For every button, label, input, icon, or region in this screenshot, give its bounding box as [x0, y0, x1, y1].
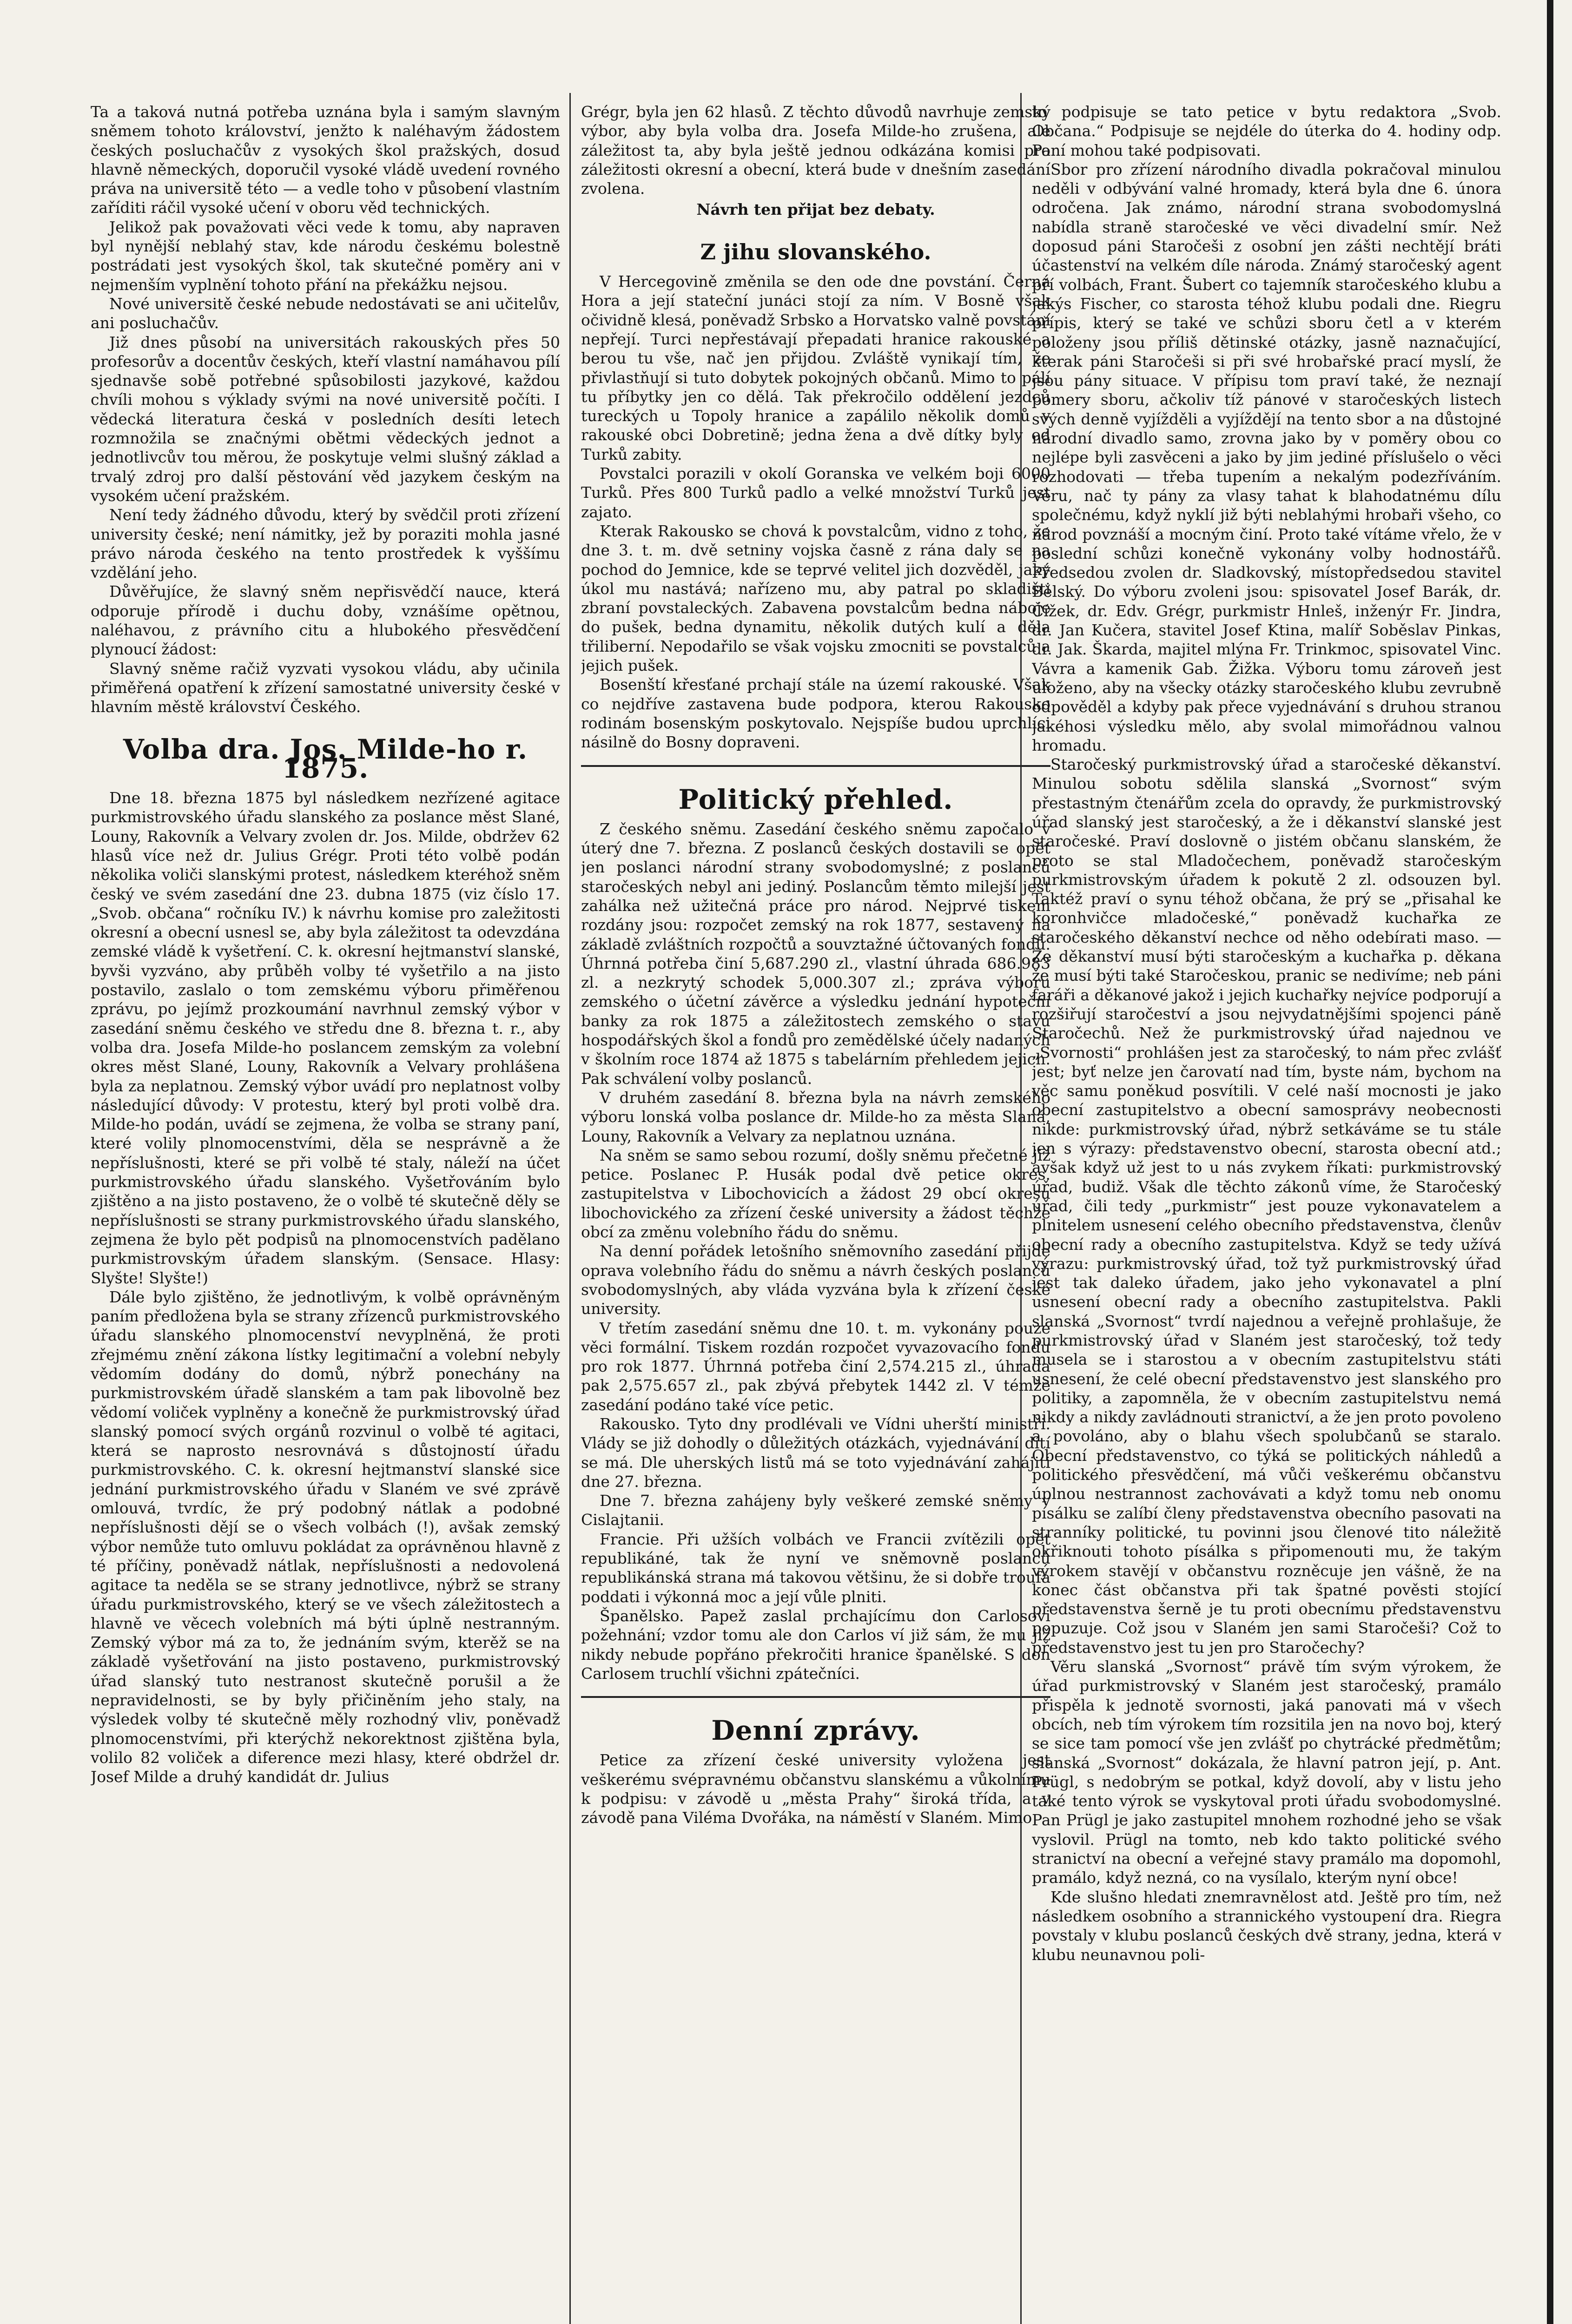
article-paragraph: Francie. Při užších volbách ve Francii zvítězili opět republikáné, tak že nyní ve sněmovně poslanců republikánská strana má takovou většinu, že si dobře troufá poddati i výkonná moc a její vůle plniti. [581, 1530, 1050, 1606]
article-paragraph: to podpisuje se tato petice v bytu redaktora „Svob. Občana.“ Podpisuje se nejdéle do úterka do 4. hodiny odp. Paní mohou také podpisovati. [1032, 103, 1501, 159]
section-heading: Denní zprávy. [711, 1715, 920, 1747]
article-paragraph: Nové universitě české nebude nedostávati se ani učitelův, ani posluchačův. [91, 294, 560, 332]
section-heading: Politický přehled. [678, 783, 953, 815]
section-rule [581, 1696, 1050, 1698]
article-paragraph: Slavný sněme račiž vyzvati vysokou vládu, aby učinila přiměřená opatření k zřízení samostatné university české v hlavním městě království Českého. [91, 659, 560, 716]
article-paragraph: Staročeský purkmistrovský úřad a staročeské děkanství. Minulou sobotu sdělila slanská „Svornost“ svým přestastným čtenářům zcela do opravdy, že purkmistrovský úřad slanský jest staročeský, a že i děkanství slanské jest staročeské. Praví doslovně o jistém občanu slanském, že proto se stal Mladočechem, poněvadž staročeským purkmistrovským úřadem k pokutě 2 zl. odsouzen byl. Taktéž praví o synu téhož občana, že prý se „přisahal ke koronhvičce mladočeské,“ poněvadž kuchařka ze staročeského děkanství nechce od něho odebírati maso. — Že děkanství musí býti staročeským a kuchařka p. děkana že musí býti také Staročeskou, pranic se nedivíme; neb páni faráři a děkanové jakož i jejich kuchařky nejvíce podporují a rozšiřují staročeství a jsou nejvydatnějšími spojenci páně Staročechů. Než že purkmistrovský úřad najednou ve „Svornosti“ prohlášen jest za staročeský, to nám přec zvlášť jest; byť nelze jen čarovatí nad tím, byste nám, bychom na věc samu poněkud posvítili. V celé naší mocnosti je jako obecní zastupitelstvo a obecní samosprávy neobecnosti nikde: purkmistrovský úřad, nýbrž setkáváme se tu stále jen s výrazy: představenstvo obecní, starosta obecní atd.; avšak když už jest to u nás zvykem říkati: purkmistrovský úřad, budiž. Však dle těchto zákonů víme, že Staročeský úřad, čili tedy „purkmistr“ jest pouze vykonavatelem a plnitelem usnesení celého obecního představenstva, členův obecní rady a obecního zastupitelstva. Když se tedy užívá výrazu: purkmistrovský úřad, tož tyž purkmistrovský úřad jest tak daleko úřadem, jako jeho vykonavatel a plní usnesení obecní rady a obecního zastupitelstva. Pakli slanská „Svornost“ tvrdí najednou a veřejně prohlašuje, že purkmistrovský úřad v Slaném jest staročeský, tož tedy musela se i starostou a v obecním zastupitelstvu státi usnesení, že celé obecní představenstvo jest slanského pro politiky, a zapomněla, že v obecním zastupitelstvu nemá nikdy a nikdy zavládnouti stranictví, a že jen proto povoleno a povoláno, aby o blahu všech spolubčanů se staralo. Obecní představenstvo, co týká se politických náhledů a politického přesvědčení, má vůči veškerému občanstvu úplnou nestrannost zachovávati a když tomu neb onomu písálku se zalíbí členy představenstva obecního pasovati na stranníky politické, tu povinni jsou členové tito náležitě okřiknouti tohoto písálka s připomenouti mu, že takým výrokem stavějí v občanstvu rozněcuje jen vášně, že na konec část občanstva při tak špatné pověsti stojící představenstva šerně je tu proti obecnímu představenstvu popuzuje. Což jsou v Slaném jen sami Staročeši? Což to představenstvo jest tu jen pro Staročechy? [1032, 755, 1501, 1657]
article-paragraph: Petice za zřízení české university vyložena jest veškerému svépravnému občanstvu slanskému a vůkolnímu k podpisu: v závodě u „města Prahy“ široká třída, a v závodě pana Viléma Dvořáka, na náměstí v Slaném. Mimo [581, 1751, 1050, 1827]
article-paragraph: Rakousko. Tyto dny prodlévali ve Vídni uherští ministři. Vlády se již dohodly o důležitých otázkách, vyjednávání dítí se má. Dle uherských listů má se toto vyjednávání zahájiti dne 27. března. [581, 1415, 1050, 1491]
article-paragraph: Věru slanská „Svornost“ právě tím svým výrokem, že úřad purkmistrovský v Slaném jest staročeský, pramálo přispěla k jednotě svornosti, jaká panovati má v všech obcích, neb tím výrokem tím rozsitila jen na novo boj, který se sice tam pomocí vše jen zvlášť po chytrácké předmětům; slanská „Svornost“ dokázala, že hlavní patron její, p. Ant. Prügl, s nedobrým se potkal, když dovolí, aby v listu jeho také tento výrok se vyskytoval proti úřadu svobodomyslné. Pan Prügl je jako zastupitel mnohem rozhodné jeho se však vyslovil. Prügl na tomto, neb kdo takto politické svého stranictví na obecní a veřejné stavy pramálo ma dopomohl, pramálo, když nezná, co na vysílalo, kterým nyní obce! [1032, 1657, 1501, 1887]
section-heading: Z jihu slovanského. [700, 239, 931, 264]
article-paragraph: Dne 7. března zahájeny byly veškeré zemské sněmy v Cislajtanii. [581, 1492, 1050, 1529]
article-paragraph: Není tedy žádného důvodu, který by svědčil proti zřízení university české; není námitky, jež by poraziti mohla jasné právo národa českého na tento prostředek k vyššímu vzdělání jeho. [91, 506, 560, 582]
article-paragraph: Již dnes působí na universitách rakouských přes 50 profesorův a docentův českých, kteří vlastní namáhavou pílí sjednavše sobě potřebné spůsobilosti jazykové, každou chvíli mohou s výklady svými na nové universitě počíti. I vědecká literatura česká v posledních desíti letech rozmnožila se značnými obětmi vědeckých jednot a jednotlivcův tou měrou, že poskytuje velmi slušný základ a trvalý zdroj pro další pěstování věd jazykem českým na vysokém učení pražském. [91, 333, 560, 505]
article-paragraph: Z českého sněmu. Zasedání českého sněmu započalo v úterý dne 7. března. Z poslanců českých dostavili se opět jen poslanci národní strany svobodomyslné; z poslanců staročeských nebyl ani jediný. Poslancům těmto milejší jest zahálka než užitečná práce pro národ. Nejprvé tiskem rozdány jsou: rozpočet zemský na rok 1877, sestavený na základě zvláštních rozpočtů a souvztažné účtovaných fondů. Úhrnná potřeba činí 5,687.290 zl., vlastní úhrada 686.983 zl. a nezkrytý schodek 5,000.307 zl.; zpráva výboru zemského o účetní závěrce a výsledku jednání hypoteční banky za rok 1875 a záležitostech zemského o stavu hospodářských škol a fondů pro zemědělské účely nadaných v školním roce 1874 až 1875 s tabelárním přehledem jejich. Pak schválení volby poslanců. [581, 819, 1050, 1088]
article-paragraph: Ta a taková nutná potřeba uznána byla i samým slavným sněmem tohoto království, jenžto k naléhavým žádostem českých posluchačův z vysokých škol pražských, dosud hlavně německých, doporučil vysoké vládě uvedení rovného práva na universitě této — a vedle toho v působení vlastním zaříditi ráčil vysoké učení v oboru věd technických. [91, 103, 560, 217]
article-paragraph: Na denní pořádek letošního sněmovního zasedání přijde oprava volebního řádu do sněmu a návrh českých poslanců svobodomyslných, aby vláda vyzvána byla k zřízení české university. [581, 1242, 1050, 1318]
resolution-line: Návrh ten přijat bez debaty. [696, 200, 935, 219]
article-paragraph: Bosenští křesťané prchají stále na území rakouské. Však co nejdříve zastavena bude podpora, kterou Rakousko rodinám bosenským poskytovalo. Nejspíše budou uprchlíci násilně do Bosny dopraveni. [581, 675, 1050, 752]
article-paragraph: Sbor pro zřízení národního divadla pokračoval minulou neděli v odbývání valné hromady, která byla dne 6. února odročena. Jak známo, národní strana svobodomyslná nabídla straně staročeské ve věci divadelní smír. Než doposud páni Staročeši z osobní jen zášti nechtějí bráti účastenství na velkém díle národa. Známý staročeský agent pří volbách, Frant. Šubert co tajemník staročeského klubu a jakýs Fischer, co starosta téhož klubu podali dne. Riegru přípis, který se také ve schůzi sboru četl a v kterém položeny jsou příliš dětinské otázky, jasně naznačující, kterak páni Staročeši si při své hrobařské prací myslí, že jsou pány situace. V přípisu tom praví také, že neznají pomery sboru, ačkoliv tíž pánové v staročeských listech svých denně vyjížděli a vyjíždějí na tento sbor a na důstojné národní divadlo samo, zrovna jako by v poměry obou co nejlépe byli zasvěceni a jako by jim jediné příslušelo o věci rozhodovati — třeba tupením a nekalým podezříváním. Věru, nač ty pány za vlasy tahat k blahodatnému dílu společnému, když nyklí již býti neblahými hrobaři všeho, co národ povznáší a mocným činí. Proto také vítáme vřelo, že v poslední schůzi konečně vykonány volby hodnostářů. Předsedou zvolen dr. Sladkovský, místopředsedou stavitel Bělský. Do výboru zvoleni jsou: spisovatel Josef Barák, dr. Čížek, dr. Edv. Grégr, purkmistr Hnleš, inženýr Fr. Jindra, dr. Jan Kučera, stavitel Josef Ktina, malíř Soběslav Pinkas, dr. Jak. Škarda, majitel mlýna Fr. Trinkmoc, spisovatel Vinc. Vávra a kamenik Gab. Žižka. Výboru tomu zároveň jest uloženo, aby na všecky otázky staročeského klubu zevrubně odpověděl a kdyby pak přece vyjednávání s druhou stranou jakéhosi výsledku mělo, aby svolal mimořádnou valnou hromadu. [1032, 160, 1501, 754]
article-paragraph: Dále bylo zjištěno, že jednotlivým, k volbě oprávněným paním předložena byla se strany zřízenců purkmistrovského úřadu slanského plnomocenství nevyplněná, že proti zřejmému znění zákona lístky legitimační a volební nebyly vědomím dodány do domů, nýbrž ponechány na purkmistrovském úřadě slanském a tam pak libovolně bez vědomí voliček vyplněny a konečně že purkmistrovský úřad slanský pomocí svých orgánů rozvinul o volbě té agitaci, která se naprosto nesrovnává s důstojností úřadu purkmistrovského. C. k. okresní hejtmanství slanské sice jednání purkmistrovského úřadu v Slaném ve své zprávě omlouvá, tvrdíc, že prý podobný nátlak a podobné nepříslušnosti dějí se o všech volbách (!), avšak zemský výbor nemůže tuto omluvu pokládat za oprávněnou hlavně z té příčiny, poněvadž nátlak, nepříslušnosti a nedovolená agitace ta neděla se se strany jednotlivce, nýbrž se strany úřadu purkmistrovského, který se ve všech záležitostech a hlavně ve věcech volebních má býti úplně nestranným. Zemský výbor má za to, že jednáním svým, kterěž se na základě vyšetřování na jisto postaveno, purkmistrovský úřad slanský tuto nestranost skutečně porušil a že nepravidelnosti, se by byly přičiněním jeho staly, na výsledek volby té skutečně měly rozhodný vliv, poněvadž plnomocenstvími, při kterýchž nekorektnost zjištěna byla, volilo 82 voliček a diference mezi hlasy, které obdržel dr. Josef Milde a druhý kandidát dr. Julius [91, 1287, 560, 1786]
article-paragraph: V třetím zasedání sněmu dne 10. t. m. vykonány pouze věci formální. Tiskem rozdán rozpočet vyvazovacího fondu pro rok 1877. Úhrnná potřeba činí 2,574.215 zl., úhrada pak 2,575.657 zl., pak zbývá přebytek 1442 zl. V témže zasedání podáno také více petic. [581, 1319, 1050, 1414]
article-paragraph: Kde slušno hledati znemravnělost atd. Ještě pro tím, než následkem osobního a strannického vystoupení dra. Riegra povstaly v klubu poslanců českých dvě strany, jedna, která v klubu neunavnou poli- [1032, 1888, 1501, 1964]
column-2 [581, 102, 1050, 2324]
article-paragraph: Španělsko. Papež zaslal prchajícímu don Carlosovi požehnání; vzdor tomu ale don Carlos ví již sám, že mu již nikdy nebude popřáno překročiti hranice španělské. S don Carlosem truchlí všichni zpátečníci. [581, 1606, 1050, 1683]
article-paragraph: Důvěřujíce, že slavný sněm nepřisvědčí nauce, která odporuje přírodě i duchu doby, vznášíme opětnou, naléhavou, z právního citu a hlubokého přesvědčení plynoucí žádost: [91, 582, 560, 659]
article-paragraph: V druhém zasedání 8. března byla na návrh zemského výboru lonská volba poslance dr. Milde-ho za města Slaná, Louny, Rakovník a Velvary za neplatnou uznána. [581, 1088, 1050, 1145]
column-1 [91, 102, 560, 2324]
column-3 [1032, 102, 1501, 2324]
article-paragraph: Na sněm se samo sebou rozumí, došly sněmu přečetné již petice. Poslanec P. Husák podal dvě petice okres. zastupitelstva v Libochovicích a žádost 29 obcí okresu libochovického za zřízení české university a žádost těchže obcí za změnu volebního řádu do sněmu. [581, 1146, 1050, 1241]
article-paragraph: Kterak Rakousko se chová k povstalcům, vidno z toho, že dne 3. t. m. dvě setniny vojska časně z rána daly se na pochod do Jemnice, kde se teprvé velitel jich dozvěděl, jaký úkol mu nastává; nařízeno mu, aby patral po skladišti zbraní povstaleckých. Zabavena povstalcům bedna náboje do pušek, bedna dynamitu, několik dutých kulí a děla třiliberní. Nepodařilo se však vojsku zmocniti se povstalců a jejich pušek. [581, 522, 1050, 675]
article-paragraph: Dne 18. března 1875 byl následkem nezřízené agitace purkmistrovského úřadu slanského za poslance měst Slané, Louny, Rakovník a Velvary zvolen dr. Jos. Milde, obdržev 62 hlasů více než dr. Julius Grégr. Proti této volbě podán několika voliči slanskými protest, následkem kteréhož sněm český ve svém zasedání dne 23. dubna 1875 (viz číslo 17. „Svob. občana“ ročníku IV.) k návrhu komise pro zaležitosti okresní a obecní usnesl se, aby byla záležitost ta odevzdána zemské vládě k vyšetření. C. k. okresní hejtmanství slanské, byvši vyzváno, aby průběh volby té vyšetřilo a na jisto postavilo, zaslalo o tom zemskému výboru přiměřenou zprávu, po jejímž prozkoumání navrhnul zemský výbor v zasedání sněmu českého ve středu dne 8. března t. r., aby volba dra. Josefa Milde-ho poslancem zemským za volební okres měst Slané, Louny, Rakovník a Velvary prohlášena byla za neplatnou. Zemský výbor uvádí pro neplatnost volby následující důvody: V protestu, který byl proti volbě dra. Milde-ho podán, uvádí se zejmena, že volba se strany paní, které volily plnomocenstvími, děla se nesprávně a že nepříslušnosti, které se při volbě té staly, náleží na účet purkmistrovského úřadu slanského. Vyšetřováním bylo zjištěno a na jisto postaveno, že o volbě té skutečně děly se nepříslušnosti se strany purkmistrovského úřadu slanského, zejmena že bylo pět podpisů na plnomocenstvích padělano purkmistrovským úřadem slanským. (Sensace. Hlasy: Slyšte! Slyšte!) [91, 789, 560, 1287]
page-edge-rule [1547, 0, 1553, 2324]
article-paragraph: Povstalci porazili v okolí Goranska ve velkém boji 6000 Turků. Přes 800 Turků padlo a velké množství Turků jest zajato. [581, 464, 1050, 521]
section-heading: Volba dra. Jos. Milde-ho r. 1875. [123, 733, 528, 784]
section-rule [581, 765, 1050, 767]
article-paragraph: Jelikož pak považovati věci vede k tomu, aby napraven byl nynější neblahý stav, kde národu českému bolestně postrádati jest vysokých škol, tak skutečné poměry ani v nejmenším vyplnění tohoto přání na překážku nejsou. [91, 218, 560, 294]
column-separator [569, 93, 571, 2324]
article-paragraph: V Hercegovině změnila se den ode dne povstání. Černá Hora a její stateční junáci stojí za ním. V Bosně však očividně klesá, poněvadž Srbsko a Horvatsko valně povstání nepřejí. Turci nepřestávají přepadati hranice rakouské a berou tu vše, nač jen přijdou. Zvláště vynikají tím, že přivlastňují si tuto dobytek pokojných občanů. Mimo to pálí tu příbytky jen co dělá. Tak překročilo oddělení jezdců tureckých u Topoly hranice a zapálilo několik domů v rakouské obci Dobretině; jedna žena a dvě dítky byly od Turků zabity. [581, 272, 1050, 463]
article-paragraph: Grégr, byla jen 62 hlasů. Z těchto důvodů navrhuje zemský výbor, aby byla volba dra. Josefa Milde-ho zrušena, ale záležitost ta, aby byla ještě jednou odkázána komisi pro záležitosti okresní a obecní, která bude v dnešním zasedání zvolena. [581, 103, 1050, 198]
